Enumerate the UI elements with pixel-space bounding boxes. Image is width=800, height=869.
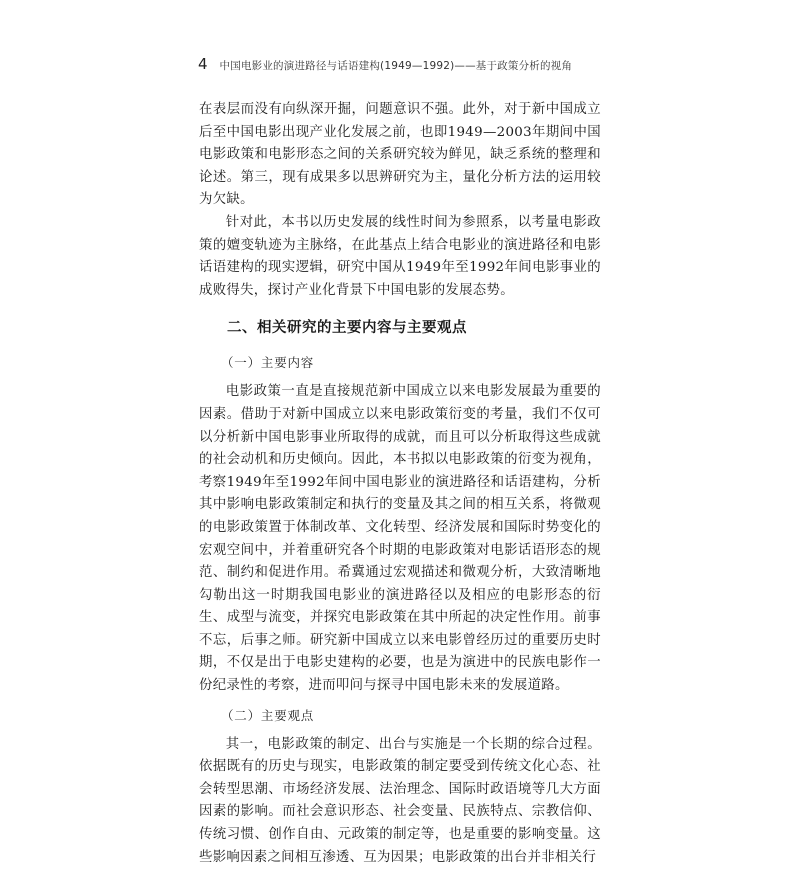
page-number: 4 bbox=[198, 55, 208, 73]
subsection-heading-main-viewpoints: （二）主要观点 bbox=[221, 707, 315, 723]
page-body bbox=[199, 99, 601, 869]
paragraph-3: 电影政策一直是直接规范新中国成立以来电影发展最为重要的因素。借助于对新中国成立以来电影政策衍变的考量，我们不仅可以分析新中国电影事业所取得的成就，而且可以分析取得这些成就的社会动机和历史倾向。因此，本书拟以电影政策的衍变为视角，考察1949年至1992年间中国电影业的演进路径和话语建构，分析其中影响电影政策制定和执行的变量及其之间的相互关系，将微观的电影政策置于体制改革、文化转型、经济发展和国际时势变化的宏观空间中，并着重研究各个时期的电影政策对电影话语形态的规范、制约和促进作用。希冀通过宏观描述和微观分析，大致清晰地勾勒出这一时期我国电影业的演进路径以及相应的电影形态的衍生、成型与流变，并探究电影政策在其中所起的决定性作用。前事不忘，后事之师。研究新中国成立以来电影曾经历过的重要历史时期，不仅是出于电影史建构的必要，也是为演进中的民族电影作一份纪录性的考察，进而叩问与探寻中国电影未来的发展道路。 bbox=[199, 384, 601, 694]
running-header bbox=[198, 55, 618, 73]
subsection-heading-main-content: （一）主要内容 bbox=[221, 355, 315, 371]
paragraph-1: 在表层而没有向纵深开掘，问题意识不强。此外，对于新中国成立后至中国电影出现产业化发展之前，也即1949—2003年期间中国电影政策和电影形态之间的关系研究较为鲜见，缺乏系统的整理和论述。第三，现有成果多以思辨研究为主，量化分析方法的运用较为欠缺。 bbox=[199, 102, 601, 208]
paragraph-2: 针对此，本书以历史发展的线性时间为参照系，以考量电影政策的嬗变轨迹为主脉络，在此基点上结合电影业的演进路径和电影话语建构的现实逻辑，研究中国从1949年至1992年间电影事业的成败得失，探讨产业化背景下中国电影的发展态势。 bbox=[199, 214, 601, 298]
paragraph-4: 其一，电影政策的制定、出台与实施是一个长期的综合过程。依据既有的历史与现实，电影政策的制定要受到传统文化心态、社会转型思潮、市场经济发展、法治理念、国际时政语境等几大方面因素的影响。而社会意识形态、社会变量、民族特点、宗教信仰、传统习惯、创作自由、元政策的制定等，也是重要的影响变量。这些影响因素之间相互渗透、互为因果；电影政策的出台并非相关行 bbox=[199, 736, 601, 865]
section-heading: 二、相关研究的主要内容与主要观点 bbox=[227, 320, 467, 337]
running-header-title: 中国电影业的演进路径与话语建构(1949—1992)——基于政策分析的视角 bbox=[219, 60, 573, 72]
